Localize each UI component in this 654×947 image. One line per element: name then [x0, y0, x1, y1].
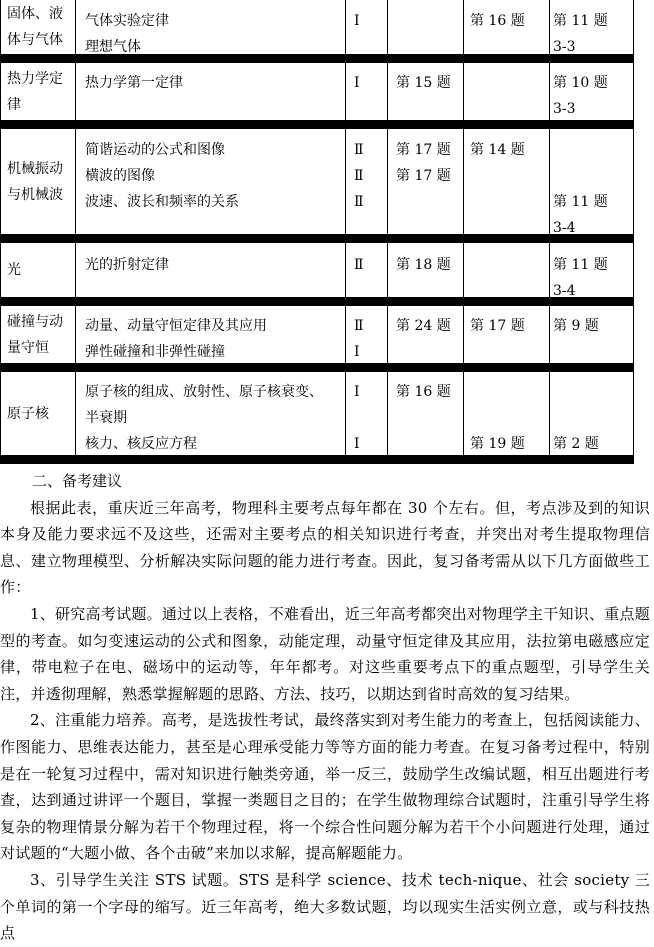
row-year2 — [463, 243, 549, 297]
row-year3 — [549, 129, 634, 234]
table-row — [0, 243, 634, 306]
cell-line: 3-4 — [553, 220, 576, 236]
cell-line: 半衰期 — [85, 410, 127, 426]
cell-line: 弹性碰撞和非弹性碰撞 — [85, 344, 225, 360]
body-text — [0, 468, 650, 947]
row-year2 — [463, 129, 549, 234]
cell-line: Ⅰ — [354, 436, 360, 452]
table-row — [0, 372, 634, 464]
row-category — [0, 372, 75, 455]
cell-line: Ⅱ — [354, 194, 364, 210]
category-line: 固体、液 — [7, 6, 63, 22]
row-level — [345, 306, 387, 363]
cell-line — [354, 405, 387, 431]
table-row — [0, 63, 634, 129]
cell-line: 3-4 — [553, 283, 576, 299]
paragraph-ability: 2、注重能力培养。高考，是选拔性考试，最终落实到对考生能力的考查上，包括阅读能力、作图能力、思维表达能力，甚至是心理承受能力等等方面的能力考查。在复习备考过程中，特别是在一轮复习过程中，需对知识进行触类旁通，举一反三，鼓励学生改编试题，相互出题进行考查，达到通过讲评一个题目，掌握一类题目之目的；在学生做物理综合试题时，注重引导学生将复杂的物理情景分解为若干个物理过程，将一个综合性问题分解为若干个小问题进行处理，通过对试题的“大题小做、各个击破”来加以求解，提高解题能力。 — [0, 711, 650, 863]
cell-line — [553, 163, 633, 189]
cell-line: Ⅰ — [354, 13, 360, 29]
row-category — [0, 63, 75, 120]
cell-line — [470, 379, 549, 405]
cell-line: 3-3 — [553, 39, 576, 55]
section-heading: 二、备考建议 — [32, 472, 123, 490]
category-line: 律 — [7, 96, 21, 113]
cell-line: Ⅰ — [354, 344, 360, 360]
cell-line: 波速、波长和频率的关系 — [85, 194, 239, 210]
cell-line: 第 11 题 — [553, 13, 608, 29]
cell-line — [470, 252, 549, 278]
cell-line: Ⅰ — [354, 384, 360, 400]
cell-line — [470, 405, 549, 431]
cell-line: 横波的图像 — [85, 168, 155, 184]
row-level — [345, 372, 387, 455]
cell-line — [470, 70, 549, 96]
paragraph-sts: 3、引导学生关注 STS 试题。STS 是科学 science、技术 tech-nique、社会 society 三个单词的第一个字母的缩写。近三年高考，绝大多数试题，均以现实生活实例立意，或与科技热点 — [0, 870, 650, 943]
row-topics — [75, 129, 345, 234]
table-row — [0, 306, 634, 372]
row-year2 — [463, 372, 549, 455]
category-line: 原子核 — [7, 405, 49, 422]
table-row — [0, 0, 634, 63]
cell-line: 第 11 题 — [553, 194, 608, 210]
row-year3 — [549, 63, 634, 120]
row-year2 — [463, 0, 549, 54]
cell-line: 第 17 题 — [396, 142, 451, 158]
row-year3 — [549, 306, 634, 363]
category-line: 与机械波 — [7, 186, 63, 203]
cell-line: 第 9 题 — [553, 318, 599, 334]
category-line: 光 — [7, 262, 21, 278]
cell-line: Ⅱ — [354, 142, 364, 158]
row-topics — [75, 372, 345, 455]
row-topics — [75, 63, 345, 120]
cell-line: 第 16 题 — [396, 384, 451, 400]
cell-line: 动量、动量守恒定律及其应用 — [85, 318, 267, 334]
row-category — [0, 306, 75, 363]
cell-line: 简谐运动的公式和图像 — [85, 142, 225, 158]
cell-line: 核力、核反应方程 — [85, 436, 197, 452]
cell-line — [553, 137, 633, 163]
cell-line: 气体实验定律 — [85, 13, 169, 29]
cell-line: 第 17 题 — [470, 318, 525, 334]
cell-line: 第 2 题 — [553, 436, 599, 452]
row-year1 — [387, 129, 463, 234]
cell-line: 原子核的组成、放射性、原子核衰变、 — [85, 384, 323, 400]
category-line: 热力学定 — [7, 70, 63, 87]
cell-line: 光的折射定律 — [85, 257, 169, 273]
row-category — [0, 243, 75, 297]
cell-line: 3-3 — [553, 101, 576, 117]
row-level — [345, 63, 387, 120]
row-level — [345, 243, 387, 297]
cell-line: Ⅱ — [354, 257, 364, 273]
category-line: 碰撞与动 — [7, 313, 63, 330]
paragraph-study-exams: 1、研究高考试题。通过以上表格，不难看出，近三年高考都突出对物理学主干知识、重点题型的考查。如匀变速运动的公式和图象，动能定理，动量守恒定律及其应用，法拉第电磁感应定律，带电粒子在电、磁场中的运动等，年年都考。对这些重要考点下的重点题型，引导学生关注，并透彻理解，熟悉掌握解题的思路、方法、技巧，以期达到省时高效的复习结果。 — [0, 604, 650, 703]
row-year1 — [387, 306, 463, 363]
paragraph-intro: 根据此表，重庆近三年高考，物理科主要考点每年都在 30 个左右。但，考点涉及到的知识本身及能力要求远不及这些，还需对主要考点的相关知识进行考查，并突出对考生提取物理信息、建立物理模型、分析解决实际问题的能力进行考查。因此，复习备考需从以下几方面做些工作： — [0, 498, 650, 597]
cell-line: Ⅱ — [354, 318, 364, 334]
cell-line: 第 16 题 — [470, 13, 525, 29]
row-year1 — [387, 0, 463, 54]
cell-line — [553, 405, 633, 431]
row-year2 — [463, 306, 549, 363]
cell-line: 第 14 题 — [470, 142, 525, 158]
row-year1 — [387, 243, 463, 297]
table-row — [0, 129, 634, 243]
cell-line: 理想气体 — [85, 39, 141, 55]
cell-line: 第 10 题 — [553, 75, 608, 91]
row-topics — [75, 243, 345, 297]
category-line: 机械振动 — [7, 160, 63, 177]
category-line: 体与气体 — [7, 32, 63, 48]
cell-line: 第 15 题 — [396, 75, 451, 91]
row-topics — [75, 0, 345, 54]
cell-line: 第 17 题 — [396, 168, 451, 184]
cell-line: 第 11 题 — [553, 257, 608, 273]
cell-line: Ⅱ — [354, 168, 364, 184]
row-year3 — [549, 372, 634, 455]
cell-line: 第 24 题 — [396, 318, 451, 334]
row-category — [0, 129, 75, 234]
row-year1 — [387, 63, 463, 120]
cell-line — [396, 8, 463, 34]
row-topics — [75, 306, 345, 363]
cell-line — [553, 379, 633, 405]
cell-line: 热力学第一定律 — [85, 75, 183, 91]
cell-line: Ⅰ — [354, 75, 360, 91]
row-level — [345, 0, 387, 54]
exam-topic-table — [0, 0, 634, 464]
row-category — [0, 0, 75, 54]
cell-line: 第 19 题 — [470, 436, 525, 452]
row-year1 — [387, 372, 463, 455]
row-year3 — [549, 0, 634, 54]
row-year2 — [463, 63, 549, 120]
category-line: 量守恒 — [7, 339, 49, 356]
row-year3 — [549, 243, 634, 297]
row-level — [345, 129, 387, 234]
cell-line — [354, 34, 387, 60]
cell-line: 第 18 题 — [396, 257, 451, 273]
